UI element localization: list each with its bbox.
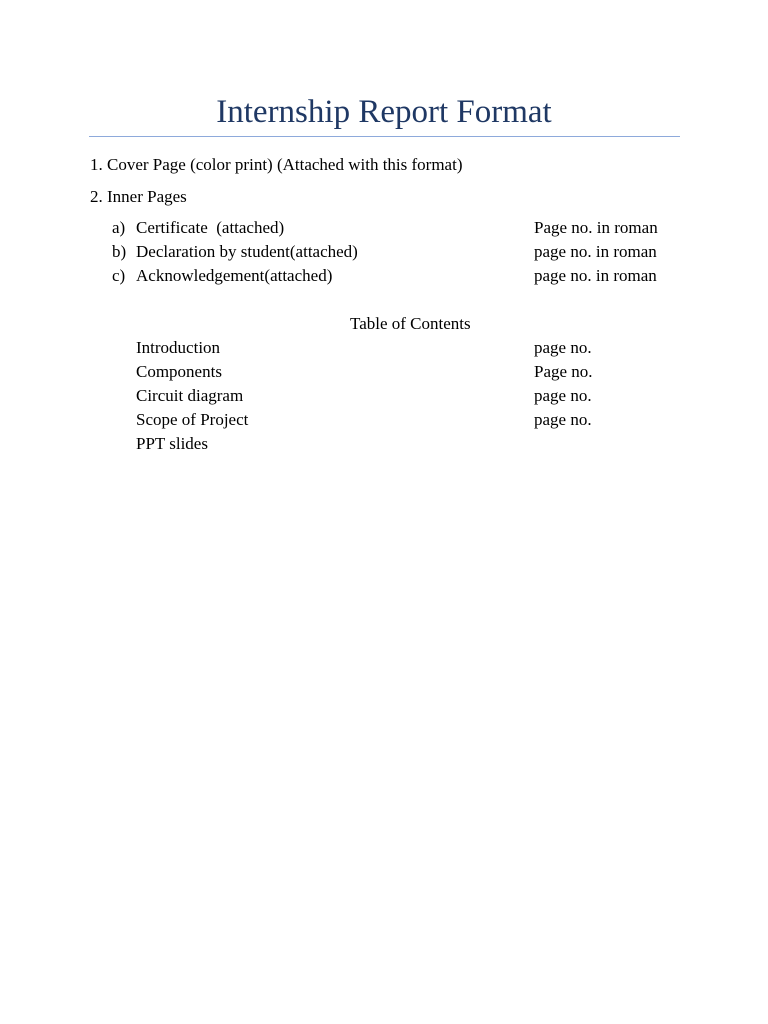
section-inner-pages: 2. Inner Pages bbox=[90, 187, 187, 206]
toc-item-page: Page no. bbox=[534, 362, 593, 381]
inner-page-label: Certificate (attached) bbox=[136, 218, 285, 237]
toc-item-page: page no. bbox=[534, 386, 592, 405]
inner-page-number: page no. in roman bbox=[534, 242, 657, 261]
inner-page-item bbox=[0, 217, 768, 241]
inner-page-label: Declaration by student(attached) bbox=[136, 242, 358, 261]
toc-item bbox=[0, 409, 768, 433]
inner-page-number: page no. in roman bbox=[534, 266, 657, 285]
title-underline bbox=[89, 136, 680, 137]
page-title: Internship Report Format bbox=[216, 94, 552, 130]
inner-page-number: Page no. in roman bbox=[534, 218, 658, 237]
inner-page-label: Acknowledgement(attached) bbox=[136, 266, 333, 285]
list-marker: b) bbox=[112, 242, 127, 261]
inner-page-item bbox=[0, 241, 768, 265]
toc-item-label: PPT slides bbox=[136, 434, 208, 453]
toc-heading: Table of Contents bbox=[350, 314, 471, 333]
toc-item-page: page no. bbox=[534, 410, 592, 429]
toc-item-page: page no. bbox=[534, 338, 592, 357]
toc-item bbox=[0, 433, 768, 457]
toc-item-label: Components bbox=[136, 362, 222, 381]
toc-item-label: Introduction bbox=[136, 338, 221, 357]
section-cover-page: 1. Cover Page (color print) (Attached with this format) bbox=[90, 155, 463, 174]
toc-item bbox=[0, 337, 768, 361]
toc-item bbox=[0, 385, 768, 409]
toc-item-label: Scope of Project bbox=[136, 410, 249, 429]
list-marker: c) bbox=[112, 266, 126, 285]
inner-page-item bbox=[0, 265, 768, 289]
toc-item bbox=[0, 361, 768, 385]
toc-item-label: Circuit diagram bbox=[136, 386, 244, 405]
list-marker: a) bbox=[112, 218, 126, 237]
